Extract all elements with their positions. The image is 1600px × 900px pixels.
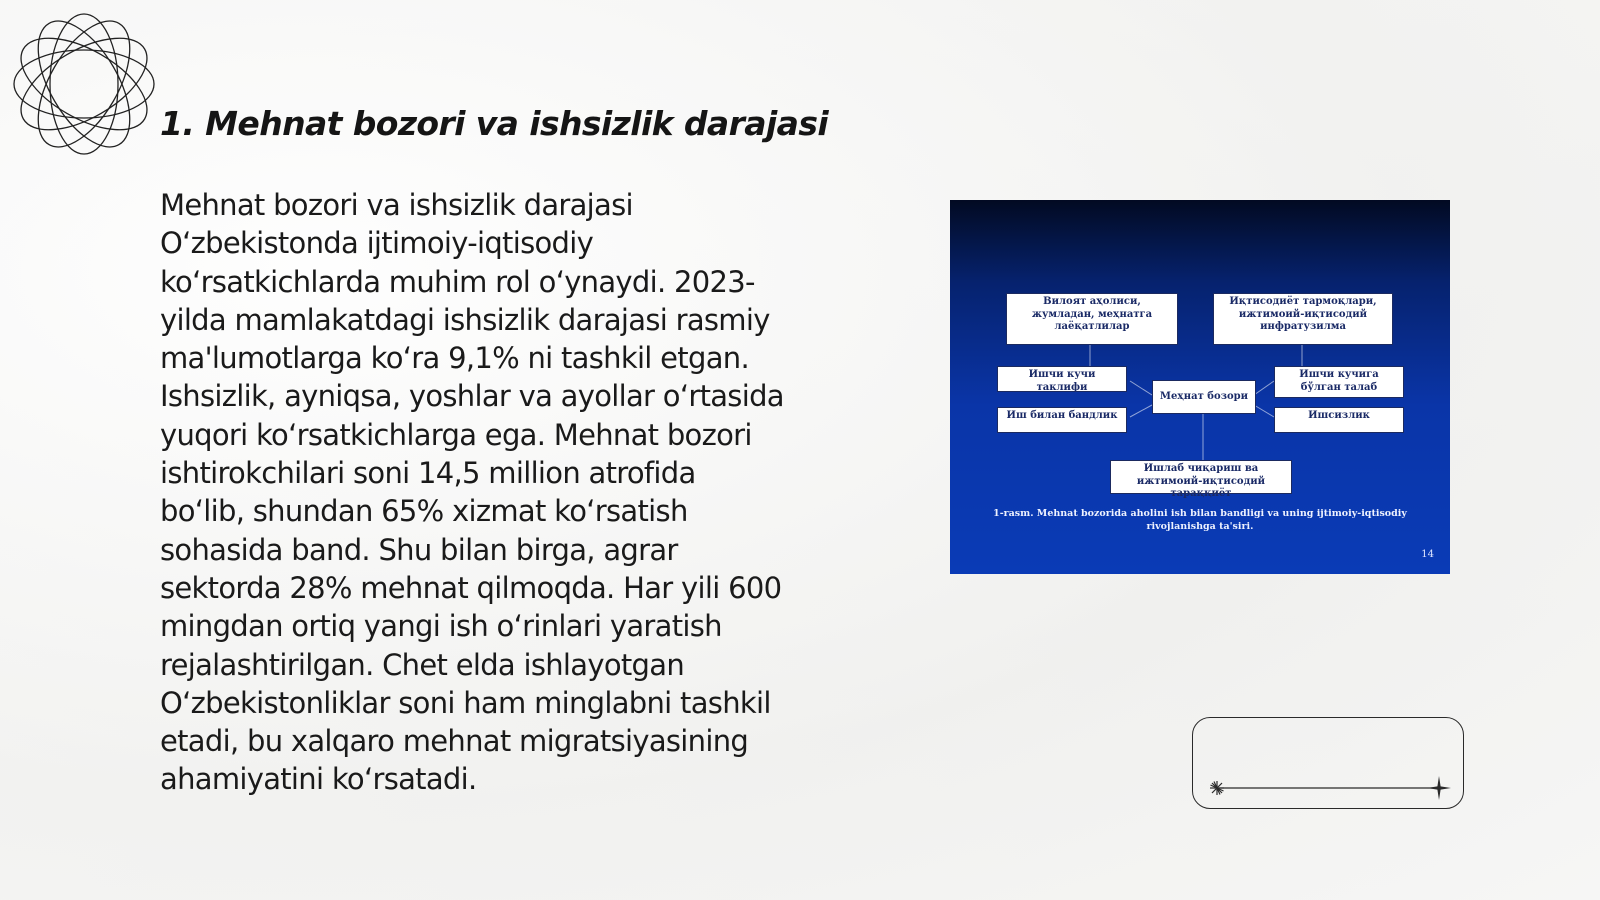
page-title: 1. Mehnat bozori va ishsizlik darajasi bbox=[160, 104, 829, 143]
decorative-frame bbox=[1192, 717, 1464, 809]
body-paragraph: Mehnat bozori va ishsizlik darajasi O‘zbekistonda ijtimoiy-iqtisodiy ko‘rsatkichlarda muhim rol o‘ynaydi. 2023- yilda mamlakatdagi ishsizlik darajasi rasmiy ma'lumotlarga ko‘ra 9,1% ni tashkil etgan. Ishsizlik, ayniqsa, yoshlar va ayollar o‘rtasida yuqori ko‘rsatkichlarga ega. Mehnat bozori ishtirokchilari soni 14,5 million atrofida bo‘lib, shundan 65% xizmat ko‘rsatish sohasida band. Shu bilan birga, agrar sektorda 28% mehnat qilmoqda. Har yili 600 mingdan ortiq yangi ish o‘rinlari yaratish rejalashtirilgan. Chet elda ishlayotgan O‘zbekistonliklar soni ham minglabni tashkil etadi, bu xalqaro mehnat migratsiyasining ahamiyatini ko‘rsatadi. bbox=[160, 188, 784, 797]
slide-box-population: Вилоят аҳолиси, жумладан, меҳнатга лаёқатлилар bbox=[1006, 293, 1178, 345]
slide-page-number: 14 bbox=[1421, 549, 1434, 560]
four-point-star-icon bbox=[1427, 776, 1451, 800]
slide-box-labor-supply: Ишчи кучи таклифи bbox=[997, 366, 1127, 392]
orbit-rings-icon bbox=[10, 10, 158, 158]
slide-box-development: Ишлаб чиқариш ва ижтимоий-иқтисодий тараққиёт bbox=[1110, 460, 1292, 494]
sparkle-icon bbox=[1210, 781, 1224, 795]
slide-caption: 1-rasm. Mehnat bozorida aholini ish bilan bandligi va uning ijtimoiy-iqtisodiy rivojlanishga ta'siri. bbox=[993, 508, 1407, 532]
slide-box-economy: Иқтисодиёт тармоқлари, ижтимоий-иқтисодий инфратузилма bbox=[1213, 293, 1393, 345]
slide-box-unemployment: Ишсизлик bbox=[1274, 407, 1404, 433]
slide-box-labor-demand: Ишчи кучига бўлган талаб bbox=[1274, 366, 1404, 398]
slide-box-labor-market: Меҳнат бозори bbox=[1152, 380, 1256, 414]
embedded-slide-image bbox=[950, 200, 1450, 574]
slide-box-employment: Иш билан бандлик bbox=[997, 407, 1127, 433]
